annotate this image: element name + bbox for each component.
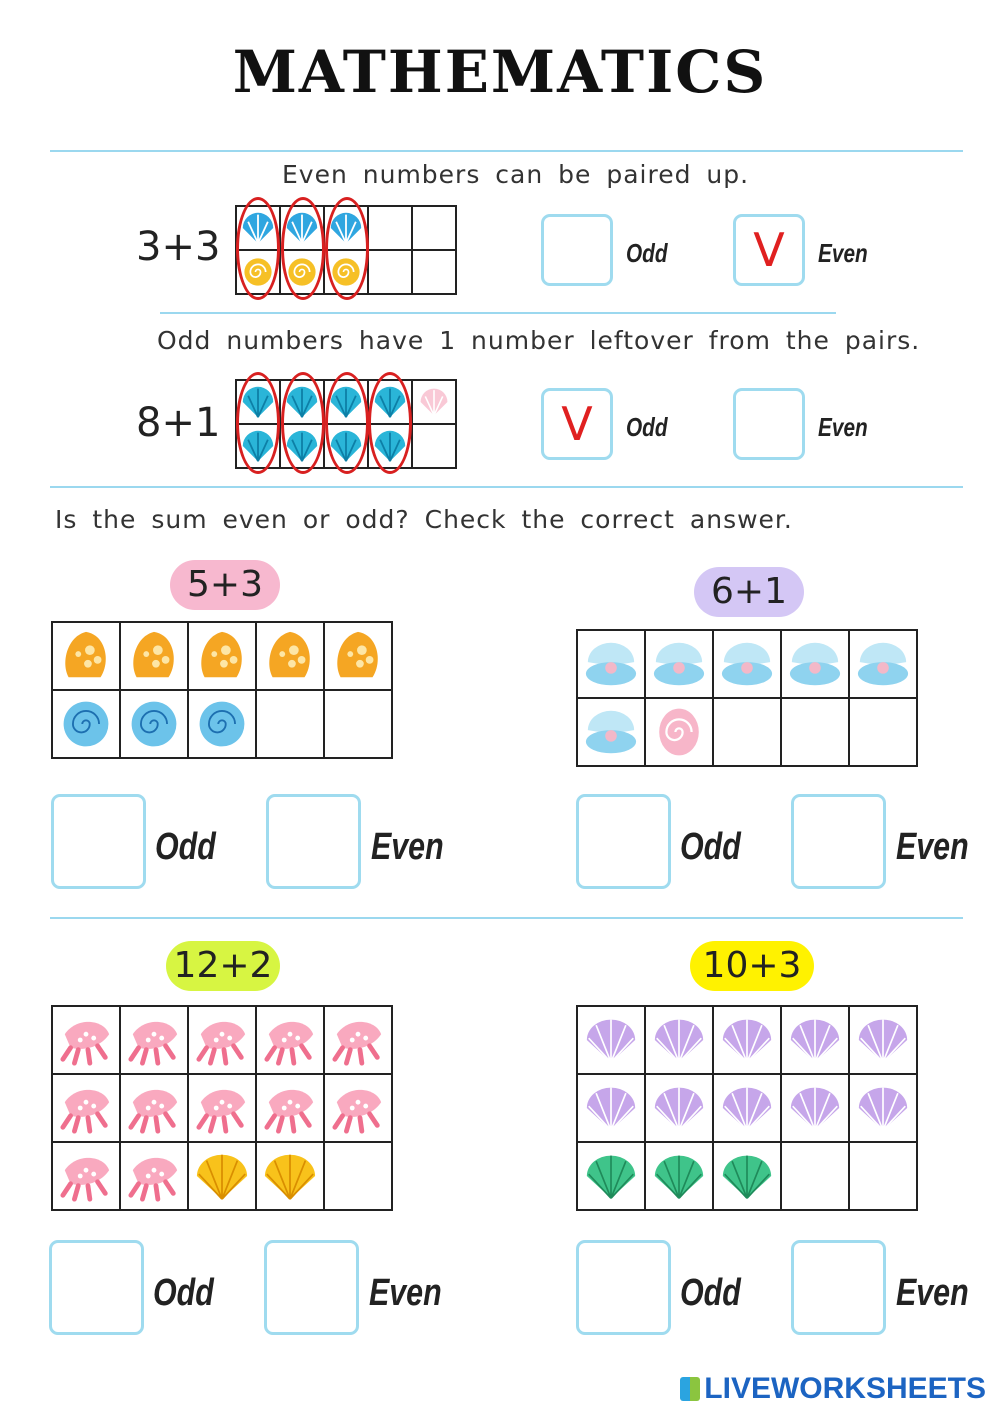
grid-cell xyxy=(256,622,324,690)
blue-spiral-shell-icon xyxy=(126,696,182,752)
grid-cell xyxy=(52,1074,120,1142)
purple-scallop-icon xyxy=(787,1014,843,1066)
pearl-oyster-icon xyxy=(854,637,912,691)
problem-4-ten-frame xyxy=(576,1005,918,1211)
yellow-scallop-icon xyxy=(261,1149,319,1203)
problem-3-even-label: Even xyxy=(369,1272,442,1314)
problem-2-odd-label: Odd xyxy=(680,826,741,868)
grid-cell xyxy=(781,1006,849,1074)
divider-problems xyxy=(50,917,963,919)
grid-cell xyxy=(52,690,120,758)
grid-cell xyxy=(52,1142,120,1210)
pink-shell-icon xyxy=(418,387,450,417)
pink-conch-icon xyxy=(57,1081,115,1135)
grid-cell xyxy=(412,424,456,468)
example-even-even-checkbox[interactable]: V xyxy=(733,214,805,286)
orange-shell-icon xyxy=(57,627,115,685)
example-odd-even-checkbox[interactable] xyxy=(733,388,805,460)
problem-2-even-checkbox[interactable] xyxy=(791,794,886,889)
pink-conch-icon xyxy=(193,1081,251,1135)
purple-scallop-icon xyxy=(787,1082,843,1134)
liveworksheets-logo-icon xyxy=(680,1377,700,1401)
grid-cell xyxy=(849,1006,917,1074)
grid-cell xyxy=(645,1006,713,1074)
grid-cell xyxy=(781,1142,849,1210)
pink-spiral-shell-icon xyxy=(652,704,706,760)
grid-cell xyxy=(577,1006,645,1074)
grid-cell xyxy=(120,1006,188,1074)
grid-cell xyxy=(256,1142,324,1210)
grid-cell xyxy=(324,1142,392,1210)
grid-cell xyxy=(577,1142,645,1210)
pair-ring xyxy=(281,372,325,474)
problem-2-even-label: Even xyxy=(896,826,969,868)
problem-1-odd-checkbox[interactable] xyxy=(51,794,146,889)
pearl-oyster-icon xyxy=(786,637,844,691)
grid-cell xyxy=(120,1074,188,1142)
orange-shell-icon xyxy=(261,627,319,685)
example-even-odd-label: Odd xyxy=(626,238,668,268)
grid-cell xyxy=(120,690,188,758)
grid-cell xyxy=(324,690,392,758)
grid-cell xyxy=(577,630,645,698)
grid-cell xyxy=(713,1142,781,1210)
grid-cell xyxy=(412,380,456,424)
problem-1-even-checkbox[interactable] xyxy=(266,794,361,889)
problem-4-expression: 10+3 xyxy=(690,941,814,991)
page-title: MATHEMATICS xyxy=(232,38,768,106)
grid-cell xyxy=(849,1074,917,1142)
brand-text: LIVEWORKSHEETS xyxy=(704,1372,986,1405)
problem-4-even-label: Even xyxy=(896,1272,969,1314)
grid-cell xyxy=(781,630,849,698)
grid-cell xyxy=(256,1074,324,1142)
example-even-even-label: Even xyxy=(818,238,868,268)
purple-scallop-icon xyxy=(855,1082,911,1134)
grid-cell xyxy=(849,630,917,698)
grid-cell xyxy=(645,1074,713,1142)
green-scallop-icon xyxy=(719,1150,775,1202)
orange-shell-icon xyxy=(125,627,183,685)
pearl-oyster-icon xyxy=(650,637,708,691)
grid-cell xyxy=(188,1074,256,1142)
grid-cell xyxy=(849,1142,917,1210)
purple-scallop-icon xyxy=(719,1082,775,1134)
grid-cell xyxy=(52,622,120,690)
grid-cell xyxy=(781,698,849,766)
pair-ring xyxy=(236,197,280,300)
pink-conch-icon xyxy=(125,1013,183,1067)
purple-scallop-icon xyxy=(583,1082,639,1134)
grid-cell xyxy=(188,1142,256,1210)
problem-4-odd-label: Odd xyxy=(680,1272,741,1314)
grid-cell xyxy=(324,1074,392,1142)
problem-2-expression: 6+1 xyxy=(694,567,804,617)
odd-rule-sentence: Odd numbers have 1 number leftover from the pairs. xyxy=(157,326,921,355)
green-scallop-icon xyxy=(583,1150,639,1202)
problem-4-even-checkbox[interactable] xyxy=(791,1240,886,1335)
grid-cell xyxy=(188,1006,256,1074)
pink-conch-icon xyxy=(329,1013,387,1067)
problem-2-odd-checkbox[interactable] xyxy=(576,794,671,889)
purple-scallop-icon xyxy=(651,1082,707,1134)
problem-1-odd-label: Odd xyxy=(155,826,216,868)
grid-cell xyxy=(713,698,781,766)
problem-1-even-label: Even xyxy=(371,826,444,868)
grid-cell xyxy=(645,698,713,766)
grid-cell xyxy=(52,1006,120,1074)
pink-conch-icon xyxy=(261,1013,319,1067)
grid-cell xyxy=(645,630,713,698)
problem-4-odd-checkbox[interactable] xyxy=(576,1240,671,1335)
grid-cell xyxy=(188,622,256,690)
example-even-odd-checkbox[interactable] xyxy=(541,214,613,286)
problem-1-ten-frame xyxy=(51,621,393,759)
problem-3-ten-frame xyxy=(51,1005,393,1211)
pair-ring xyxy=(325,197,369,300)
pink-conch-icon xyxy=(57,1149,115,1203)
pair-ring xyxy=(236,372,280,474)
grid-cell xyxy=(412,250,456,294)
pair-ring xyxy=(281,197,325,300)
grid-cell xyxy=(368,206,412,250)
pink-conch-icon xyxy=(57,1013,115,1067)
blue-spiral-shell-icon xyxy=(58,696,114,752)
pink-conch-icon xyxy=(329,1081,387,1135)
grid-cell xyxy=(645,1142,713,1210)
pink-conch-icon xyxy=(193,1013,251,1067)
grid-cell xyxy=(256,1006,324,1074)
orange-shell-icon xyxy=(193,627,251,685)
purple-scallop-icon xyxy=(719,1014,775,1066)
pearl-oyster-icon xyxy=(718,637,776,691)
liveworksheets-logo xyxy=(680,1372,986,1406)
problem-3-odd-checkbox[interactable] xyxy=(49,1240,144,1335)
orange-shell-icon xyxy=(329,627,387,685)
pink-conch-icon xyxy=(125,1149,183,1203)
grid-cell xyxy=(368,250,412,294)
pink-conch-icon xyxy=(125,1081,183,1135)
example-odd-odd-label: Odd xyxy=(626,412,668,442)
yellow-scallop-icon xyxy=(193,1149,251,1203)
grid-cell xyxy=(120,1142,188,1210)
problem-3-even-checkbox[interactable] xyxy=(264,1240,359,1335)
example-even-expression: 3+3 xyxy=(136,224,221,270)
problem-2-ten-frame xyxy=(576,629,918,767)
pearl-oyster-icon xyxy=(582,705,640,759)
purple-scallop-icon xyxy=(855,1014,911,1066)
grid-cell xyxy=(412,206,456,250)
grid-cell xyxy=(120,622,188,690)
pink-conch-icon xyxy=(261,1081,319,1135)
pair-ring xyxy=(368,372,412,474)
purple-scallop-icon xyxy=(583,1014,639,1066)
problem-3-expression: 12+2 xyxy=(166,941,280,991)
problem-3-odd-label: Odd xyxy=(153,1272,214,1314)
example-odd-even-label: Even xyxy=(818,412,868,442)
grid-cell xyxy=(577,698,645,766)
pair-ring xyxy=(325,372,369,474)
pearl-oyster-icon xyxy=(582,637,640,691)
grid-cell xyxy=(713,1074,781,1142)
divider-examples xyxy=(160,312,836,314)
grid-cell xyxy=(256,690,324,758)
blue-spiral-shell-icon xyxy=(194,696,250,752)
divider-instruction xyxy=(50,486,963,488)
divider-top xyxy=(50,150,963,152)
grid-cell xyxy=(324,1006,392,1074)
grid-cell xyxy=(781,1074,849,1142)
example-odd-expression: 8+1 xyxy=(136,400,221,446)
green-scallop-icon xyxy=(651,1150,707,1202)
grid-cell xyxy=(849,698,917,766)
grid-cell xyxy=(713,630,781,698)
purple-scallop-icon xyxy=(651,1014,707,1066)
grid-cell xyxy=(324,622,392,690)
example-odd-odd-checkbox[interactable]: V xyxy=(541,388,613,460)
grid-cell xyxy=(577,1074,645,1142)
grid-cell xyxy=(188,690,256,758)
instruction-text: Is the sum even or odd? Check the correct answer. xyxy=(55,505,793,534)
grid-cell xyxy=(713,1006,781,1074)
even-rule-sentence: Even numbers can be paired up. xyxy=(282,160,750,189)
problem-1-expression: 5+3 xyxy=(170,560,280,610)
